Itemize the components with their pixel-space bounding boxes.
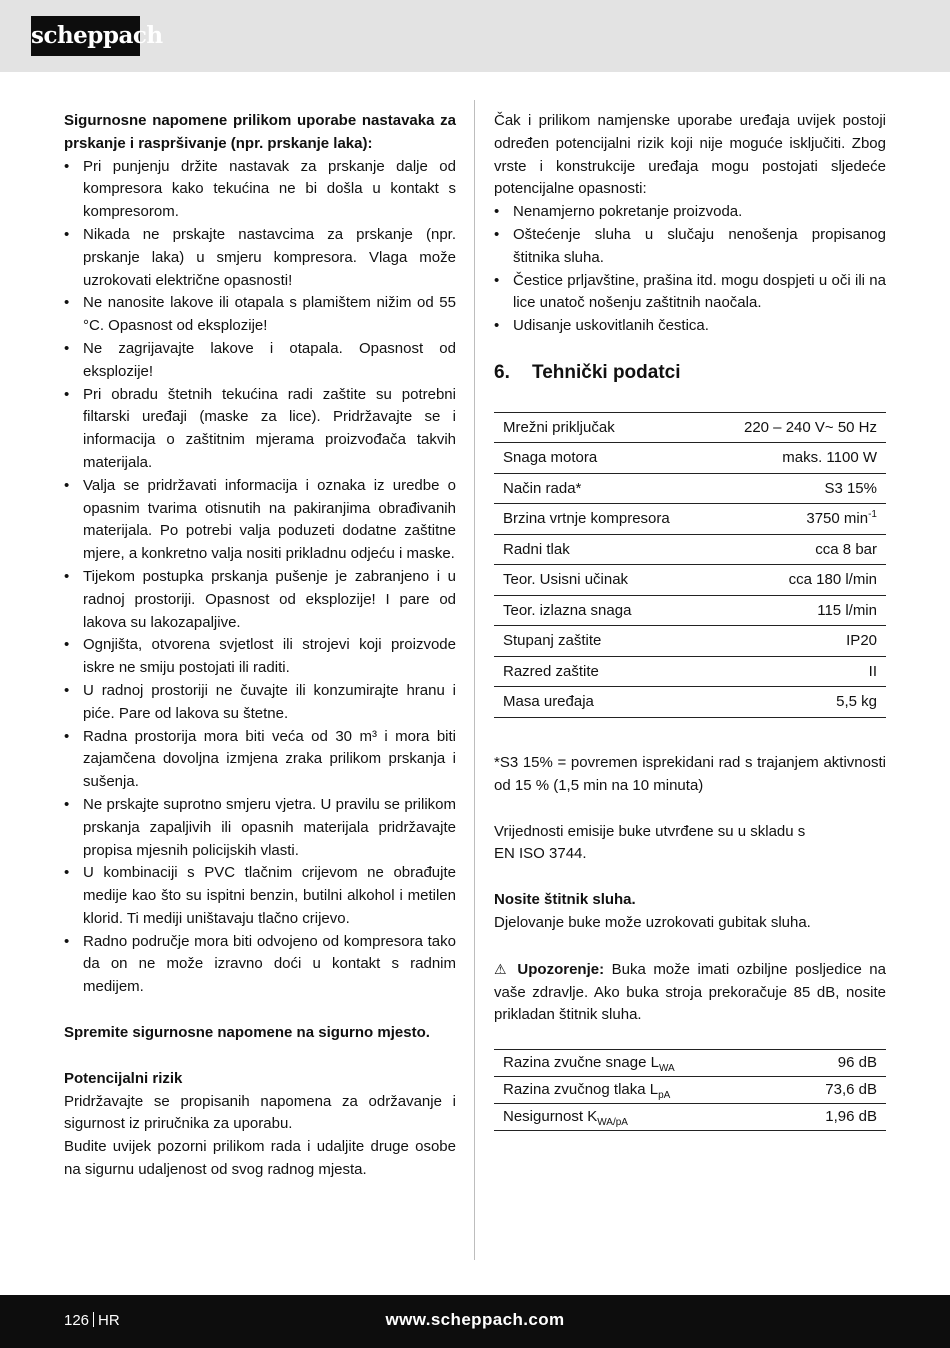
noise-label-subscript: WA (658, 1063, 675, 1075)
table-row (494, 1077, 886, 1104)
potential-risk-text: Budite uvijek pozorni prilikom rada i udaljite druge osobe na sigurnu udaljenost od svog radnog mjesta. (64, 1138, 456, 1179)
table-row (494, 687, 886, 718)
spec-label: Teor. Usisni učinak (494, 565, 710, 596)
spec-value: cca 8 bar (710, 534, 886, 565)
table-row (494, 626, 886, 657)
spec-label: Radni tlak (494, 534, 710, 565)
spec-label: Brzina vrtnje kompresora (494, 504, 710, 535)
warning-triangle-icon: ⚠ (494, 960, 510, 977)
table-row (494, 1104, 886, 1131)
section-title-text: Tehnički podatci (532, 361, 681, 383)
list-item: • U radnoj prostoriji ne čuvajte ili konzumirajte hranu i piće. Pare od lakova su štetne. (64, 680, 456, 726)
spec-value: S3 15% (710, 473, 886, 504)
list-item: • Ognjišta, otvorena svjetlost ili strojevi koji proizvode iskre ne smiju postojati ili raditi. (64, 634, 456, 680)
noise-label-text: Razina zvučne snage L (503, 1054, 659, 1072)
noise-label-subscript: pA (658, 1090, 671, 1102)
list-item: • Pri punjenju držite nastavak za prskanje dalje od kompresora kako tekućina ne bi došla u kontakt s kompresorom. (64, 156, 456, 224)
list-item: • Nikada ne prskajte nastavcima za prskanje (npr. prskanje laka) u smjeru kompresora. Vlaga može uzrokovati električne opasnosti! (64, 224, 456, 292)
table-row (494, 473, 886, 504)
list-item: • Radna prostorija mora biti veća od 30 m³ i mora biti zajamčena dovoljna izmjena zraka prilikom prskanja i sušenja. (64, 726, 456, 794)
spec-label: Mrežni priključak (494, 412, 710, 443)
table-row (494, 1050, 886, 1077)
spec-value-superscript: -1 (868, 509, 877, 521)
list-item: • Tijekom postupka prskanja pušenje je zabranjeno i u radnoj prostoriji. Opasnost od eksplozije! I pare od lakova su lakozapaljive. (64, 566, 456, 634)
table-row (494, 595, 886, 626)
spray-safety-heading: Sigurnosne napomene prilikom uporabe nastavaka za prskanje i raspršivanje (npr. prskanje laka): (64, 112, 456, 152)
spec-label: Stupanj zaštite (494, 626, 710, 657)
spec-label: Način rada* (494, 473, 710, 504)
noise-label-subscript: WA/pA (597, 1117, 628, 1129)
emission-standard: EN ISO 3744. (494, 845, 587, 863)
list-item: • Pri obradu štetnih tekućina radi zaštite su potrebni filtarski uređaji (maske za lice). Pridržavajte se i informacija o zaštitnim mjerama proizvođača takvih materijala. (64, 384, 456, 475)
section-number: 6. (494, 361, 510, 383)
noise-warning (494, 958, 886, 1027)
spec-value: maks. 1100 W (710, 443, 886, 474)
spec-label: Razred zaštite (494, 656, 710, 687)
save-instructions-note: Spremite sigurnosne napomene na sigurno mjesto. (64, 1024, 430, 1042)
left-column (64, 110, 456, 1182)
spec-value: IP20 (710, 626, 886, 657)
potential-risk-text: Pridržavajte se propisanih napomena za održavanje i sigurnost iz priručnika za uporabu. (64, 1092, 456, 1133)
column-divider (474, 100, 475, 1260)
website-link[interactable]: www.scheppach.com (385, 1310, 565, 1329)
spray-safety-list (64, 156, 456, 999)
table-row (494, 534, 886, 565)
spec-value-text: 3750 min (806, 510, 869, 528)
table-row (494, 656, 886, 687)
list-item: • Radno područje mora biti odvojeno od kompresora tako da on ne može izravno doći u kontakt s radnim medijem. (64, 931, 456, 999)
section-title (494, 361, 886, 385)
page-number-value: 126 (64, 1312, 90, 1329)
noise-value: 1,96 dB (781, 1104, 886, 1131)
table-row (494, 443, 886, 474)
residual-risk-list (494, 201, 886, 338)
list-item: • Oštećenje sluha u slučaju nenošenja propisanog štitnika sluha. (494, 224, 886, 270)
residual-risk-intro: Čak i prilikom namjenske uporabe uređaja uvijek postoji određen potencijalni rizik koji nije moguće isključiti. Zbog vrste i konstrukcije uređaja mogu postojati sljedeće potencijalne opasnosti: (494, 112, 886, 198)
noise-value: 73,6 dB (781, 1077, 886, 1104)
list-item: • Udisanje uskovitlanih čestica. (494, 315, 886, 338)
list-item: • Ne nanosite lakove ili otapala s plamištem nižim od 55 °C. Opasnost od eksplozije! (64, 292, 456, 338)
spec-value (710, 504, 886, 535)
page-language: HR (98, 1312, 120, 1329)
hearing-protection-text: Djelovanje buke može uzrokovati gubitak sluha. (494, 913, 811, 931)
spec-value: 220 – 240 V~ 50 Hz (710, 412, 886, 443)
spec-value: 115 l/min (710, 595, 886, 626)
noise-label (494, 1050, 781, 1077)
emission-line: Vrijednosti emisije buke utvrđene su u skladu s (494, 822, 806, 840)
list-item: • Ne zagrijavajte lakove i otapala. Opasnost od eksplozije! (64, 338, 456, 384)
list-item: • U kombinaciji s PVC tlačnim crijevom ne obrađujte medije kao što su ispitni benzin, butilni alkohol i metilen klorid. Ti mediji uništavaju tlačno crijevo. (64, 862, 456, 930)
spec-label: Snaga motora (494, 443, 710, 474)
table-row (494, 565, 886, 596)
noise-value: 96 dB (781, 1050, 886, 1077)
spec-label: Teor. izlazna snaga (494, 595, 710, 626)
spec-value: cca 180 l/min (710, 565, 886, 596)
noise-label-text: Nesigurnost K (503, 1108, 598, 1126)
list-item: • Valja se pridržavati informacija i oznaka iz uredbe o opasnim tvarima otisnutih na pakiranjima obrađivanih materijala. Po potrebi valja poduzeti dodatne zaštitne mjere, a konkretno valja nositi prikladnu odjeću i maske. (64, 475, 456, 566)
list-item: • Ne prskajte suprotno smjeru vjetra. U pravilu se prilikom prskanja zapaljivih ili opasnih materijala pridržavajte propisa mjesnih policijskih vlasti. (64, 794, 456, 862)
list-item: • Čestice prljavštine, prašina itd. mogu dospjeti u oči ili na lice unatoč nošenju zaštitnih naočala. (494, 270, 886, 316)
spec-value: 5,5 kg (710, 687, 886, 718)
warning-label: Upozorenje: (517, 960, 605, 978)
emission-text (494, 821, 886, 867)
noise-label-text: Razina zvučnog tlaka L (503, 1081, 659, 1099)
right-column (494, 110, 886, 1131)
potential-risk-heading: Potencijalni rizik (64, 1069, 183, 1087)
hearing-protection-heading: Nosite štitnik sluha. (494, 891, 636, 909)
noise-label (494, 1104, 781, 1131)
table-row (494, 504, 886, 535)
operating-mode-footnote: *S3 15% = povremen isprekidani rad s trajanjem aktivnosti od 15 % (1,5 min na 10 minuta) (494, 753, 886, 794)
warning-text: Buka može imati ozbiljne posljedice na vaše zdravlje. Ako buka stroja prekoračuje 85 dB, nosite prikladan štitnik sluha. (494, 960, 886, 1024)
noise-label (494, 1077, 781, 1104)
footer-bar (0, 1295, 950, 1348)
spec-value: II (710, 656, 886, 687)
spec-label: Masa uređaja (494, 687, 710, 718)
scheppach-logo: scheppach (31, 16, 140, 56)
technical-data-table (494, 412, 886, 718)
table-row (494, 412, 886, 443)
noise-data-table (494, 1049, 886, 1131)
list-item: • Nenamjerno pokretanje proizvoda. (494, 201, 886, 224)
